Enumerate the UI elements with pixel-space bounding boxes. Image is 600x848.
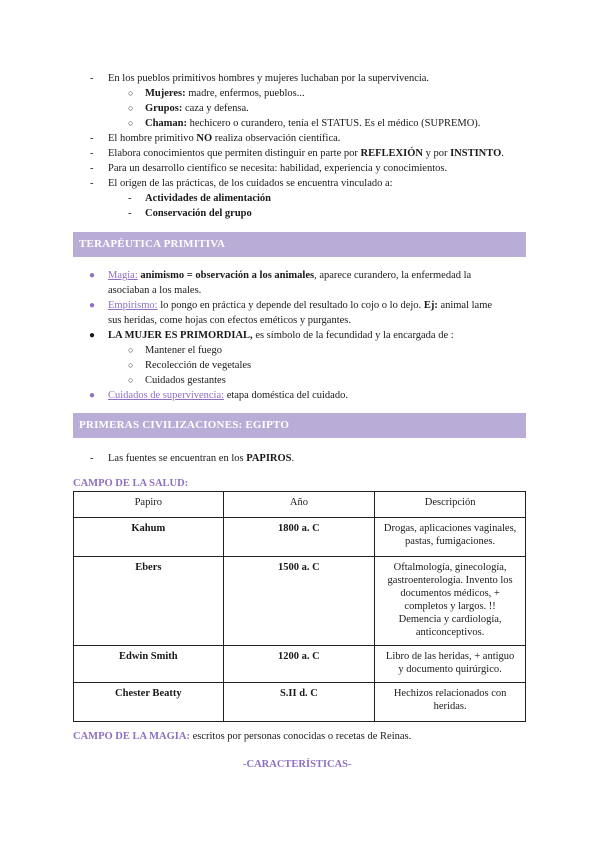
desc-line: Oftalmología, ginecología, (393, 562, 507, 573)
dash-bullet: - (90, 133, 94, 144)
circle-bullet-icon: ○ (128, 103, 134, 113)
ano-cell: 1800 a. C (223, 518, 375, 557)
section-header-egipto: PRIMERAS CIVILIZACIONES: EGIPTO (73, 413, 526, 438)
papiros-line: Las fuentes se encuentran en los PAPIROS. (108, 453, 295, 464)
dash-bullet: - (90, 163, 94, 174)
empirismo-line-2: sus heridas, come hojas con efectos eméticos y purgantes. (108, 315, 351, 326)
cuidados-line: Cuidados de supervivencia: etapa doméstica del cuidado. (108, 390, 348, 401)
bullet-dot-icon: ● (89, 330, 96, 341)
intro-line-5: El origen de las prácticas, de los cuidados se encuentra vinculado a: (108, 178, 393, 189)
dash-bullet: - (90, 73, 94, 84)
magia-line-2: asociaban a los males. (108, 285, 202, 296)
table-header-cell: Año (223, 492, 375, 518)
ano-cell: 1200 a. C (223, 646, 375, 683)
table-row (74, 557, 526, 646)
origin-item: Conservación del grupo (145, 208, 252, 219)
papiros-table (73, 491, 526, 722)
desc-cell (375, 646, 526, 683)
desc-cell (375, 518, 526, 557)
desc-cell (375, 683, 526, 722)
circle-bullet-icon: ○ (128, 360, 134, 370)
bullet-dot-icon: ● (89, 270, 96, 281)
campo-salud-heading: CAMPO DE LA SALUD: (73, 478, 189, 489)
table-row (74, 683, 526, 722)
section-header-terapeutica: TERAPÉUTICA PRIMITIVA (73, 232, 526, 257)
intro-line-4: Para un desarrollo científico se necesita: habilidad, experiencia y conocimientos. (108, 163, 448, 174)
table-header-row (74, 492, 526, 518)
intro-line-3: Elabora conocimientos que permiten distinguir en parte por REFLEXIÓN y por INSTINTO. (108, 148, 504, 159)
sub-item-grupos: Grupos: caza y defensa. (145, 103, 249, 114)
circle-bullet-icon: ○ (128, 118, 134, 128)
mujer-item: Mantener el fuego (145, 345, 222, 356)
dash-bullet: - (128, 193, 132, 204)
desc-line: anticonceptivos. (415, 627, 485, 638)
ano-cell: S.II d. C (223, 683, 375, 722)
desc-line: Drogas, aplicaciones vaginales, (383, 523, 517, 534)
caracteristicas-heading: -CARACTERÍSTICAS- (243, 759, 352, 770)
dash-bullet: - (90, 178, 94, 189)
mujer-item: Cuidados gestantes (145, 375, 226, 386)
desc-line: y documento quirúrgico. (398, 664, 502, 675)
mujer-item: Recolección de vegetales (145, 360, 252, 371)
empirismo-line-1: Empirismo: lo pongo en práctica y depende del resultado lo cojo o lo dejo. Ej: animal lame (108, 300, 493, 311)
desc-line: heridas. (433, 701, 467, 712)
intro-line-2: El hombre primitivo NO realiza observación científica. (108, 133, 341, 144)
papiro-cell: Chester Beatty (74, 683, 224, 722)
bullet-dot-icon: ● (89, 300, 96, 311)
desc-line: Demencia y cardiología, (398, 614, 502, 625)
origin-item: Actividades de alimentación (145, 193, 271, 204)
circle-bullet-icon: ○ (128, 88, 134, 98)
circle-bullet-icon: ○ (128, 375, 134, 385)
desc-line: gastroenterología. Invento los (387, 575, 513, 586)
sub-item-chaman: Chaman: hechicero o curandero, tenía el STATUS. Es el médico (SUPREMO). (145, 118, 481, 129)
mujer-line: LA MUJER ES PRIMORDIAL, es símbolo de la fecundidad y la encargada de : (108, 330, 454, 341)
table-header-cell: Papiro (74, 492, 224, 518)
circle-bullet-icon: ○ (128, 345, 134, 355)
desc-line: Hechizos relacionados con (393, 688, 507, 699)
dash-bullet: - (90, 148, 94, 159)
magia-line-1: Magia: animismo = observación a los animales, aparece curandero, la enfermedad la (108, 270, 472, 281)
sub-item-mujeres: Mujeres: madre, enfermos, pueblos... (145, 88, 305, 99)
ano-cell: 1500 a. C (223, 557, 375, 646)
desc-line: pastas, fumigaciones. (405, 536, 496, 547)
intro-line-1: En los pueblos primitivos hombres y mujeres luchaban por la supervivencia. (108, 73, 430, 84)
table-row (74, 646, 526, 683)
campo-magia-line: CAMPO DE LA MAGIA: escritos por personas conocidas o recetas de Reinas. (73, 731, 412, 742)
dash-bullet: - (128, 208, 132, 219)
table-header-cell: Descripción (375, 492, 526, 518)
papiro-cell: Kahum (74, 518, 224, 557)
desc-line: completos y largos. !! (404, 601, 496, 612)
bullet-dot-icon: ● (89, 390, 96, 401)
desc-cell (375, 557, 526, 646)
desc-line: Libro de las heridas, + antiguo (385, 651, 515, 662)
dash-bullet: - (90, 453, 94, 464)
desc-line: documentos médicos, + (400, 588, 500, 599)
papiro-cell: Edwin Smith (74, 646, 224, 683)
table-row (74, 518, 526, 557)
papiro-cell: Ebers (74, 557, 224, 646)
